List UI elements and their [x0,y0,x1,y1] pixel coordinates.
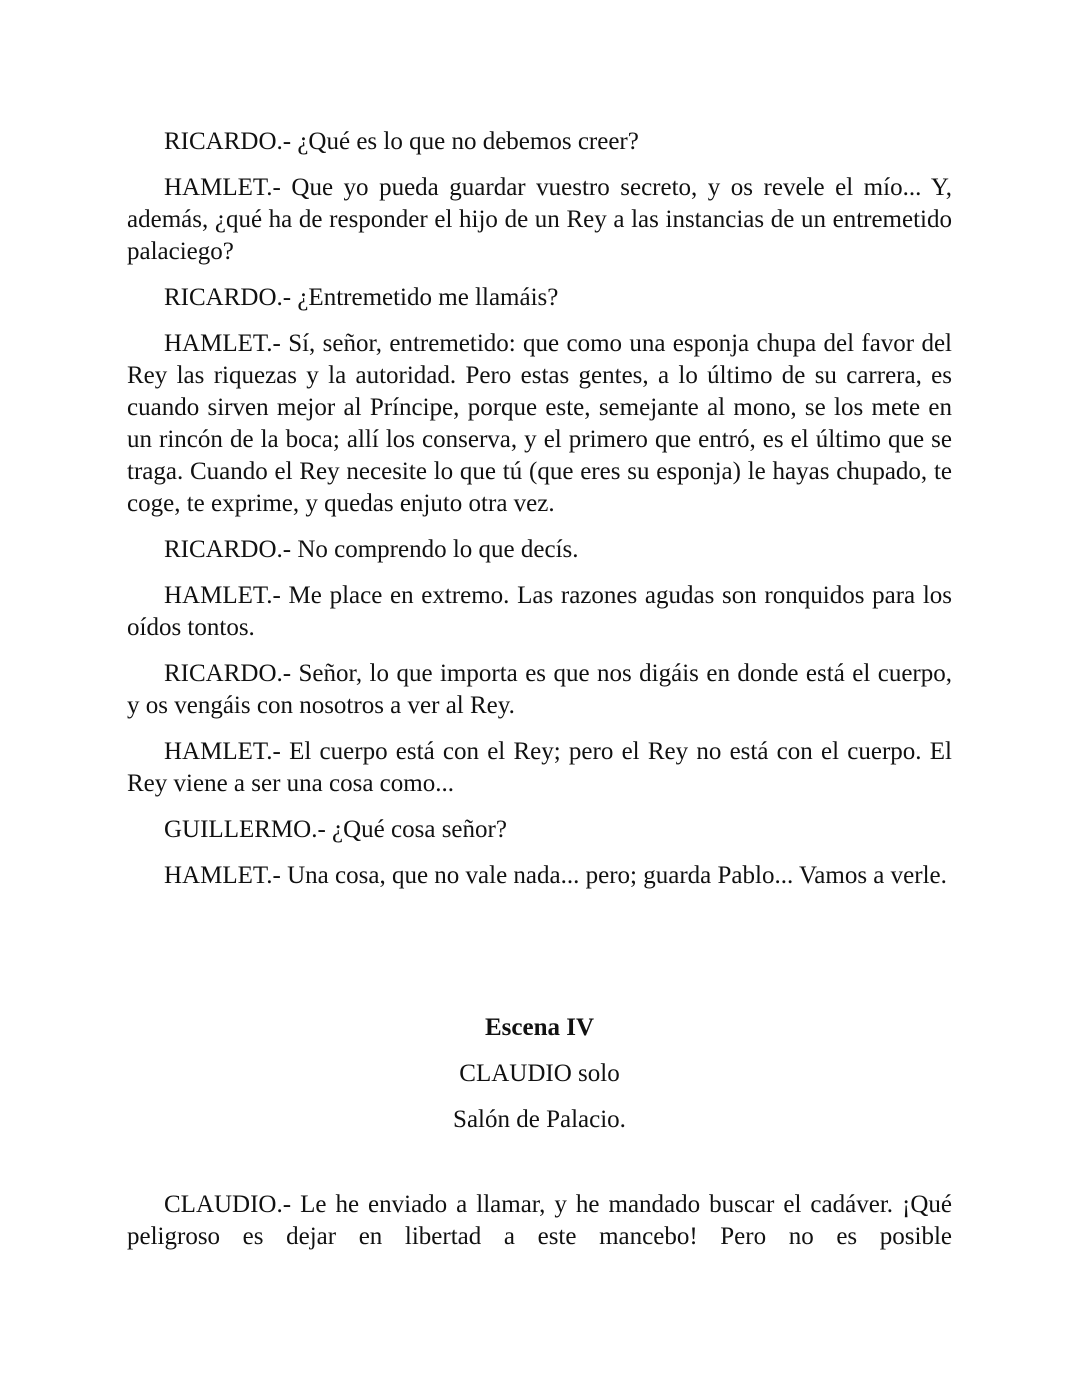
scene-body [127,1189,952,1267]
dialogue-paragraph: HAMLET.- Sí, señor, entremetido: que como una esponja chupa del favor del Rey las riquezas y la autoridad. Pero estas gentes, a lo último de su carrera, es cuando sirven mejor al Príncipe, porque este, semejante al mono, se los mete en un rincón de la boca; allí los conserva, y el primero que entró, es el último que se traga. Cuando el Rey necesite lo que tú (que eres su esponja) le hayas chupado, te coge, te exprime, y quedas enjuto otra vez. [127,330,952,517]
dialogue-paragraph: RICARDO.- Señor, lo que importa es que nos digáis en donde está el cuerpo, y os vengáis con nosotros a ver al Rey. [127,660,952,719]
dialogue-paragraph: HAMLET.- Me place en extremo. Las razones agudas son ronquidos para los oídos tontos. [127,582,952,641]
scene-title: Escena IV [484,1014,595,1041]
dialogue-paragraph: RICARDO.- ¿Qué es lo que no debemos creer? [164,128,639,155]
dialogue-paragraph: HAMLET.- El cuerpo está con el Rey; pero el Rey no está con el cuerpo. El Rey viene a ser una cosa como... [127,738,952,797]
dialogue-paragraph: RICARDO.- No comprendo lo que decís. [164,536,579,563]
document-page [127,126,952,1250]
scene-characters: CLAUDIO solo [459,1060,620,1087]
dialogue-paragraph: GUILLERMO.- ¿Qué cosa señor? [164,816,507,843]
dialogue-paragraph: CLAUDIO.- Le he enviado a llamar, y he mandado buscar el cadáver. ¡Qué peligroso es dejar en libertad a este mancebo! Pero no es posible [127,1191,952,1250]
dialogue-paragraph: HAMLET.- Que yo pueda guardar vuestro secreto, y os revele el mío... Y, además, ¿qué ha de responder el hijo de un Rey a las instancias de un entremetido palaciego? [127,174,952,265]
scene-place: Salón de Palacio. [453,1106,626,1133]
dialogue-paragraph: HAMLET.- Una cosa, que no vale nada... pero; guarda Pablo... Vamos a verle. [164,862,947,889]
dialogue-paragraph: RICARDO.- ¿Entremetido me llamáis? [164,284,559,311]
